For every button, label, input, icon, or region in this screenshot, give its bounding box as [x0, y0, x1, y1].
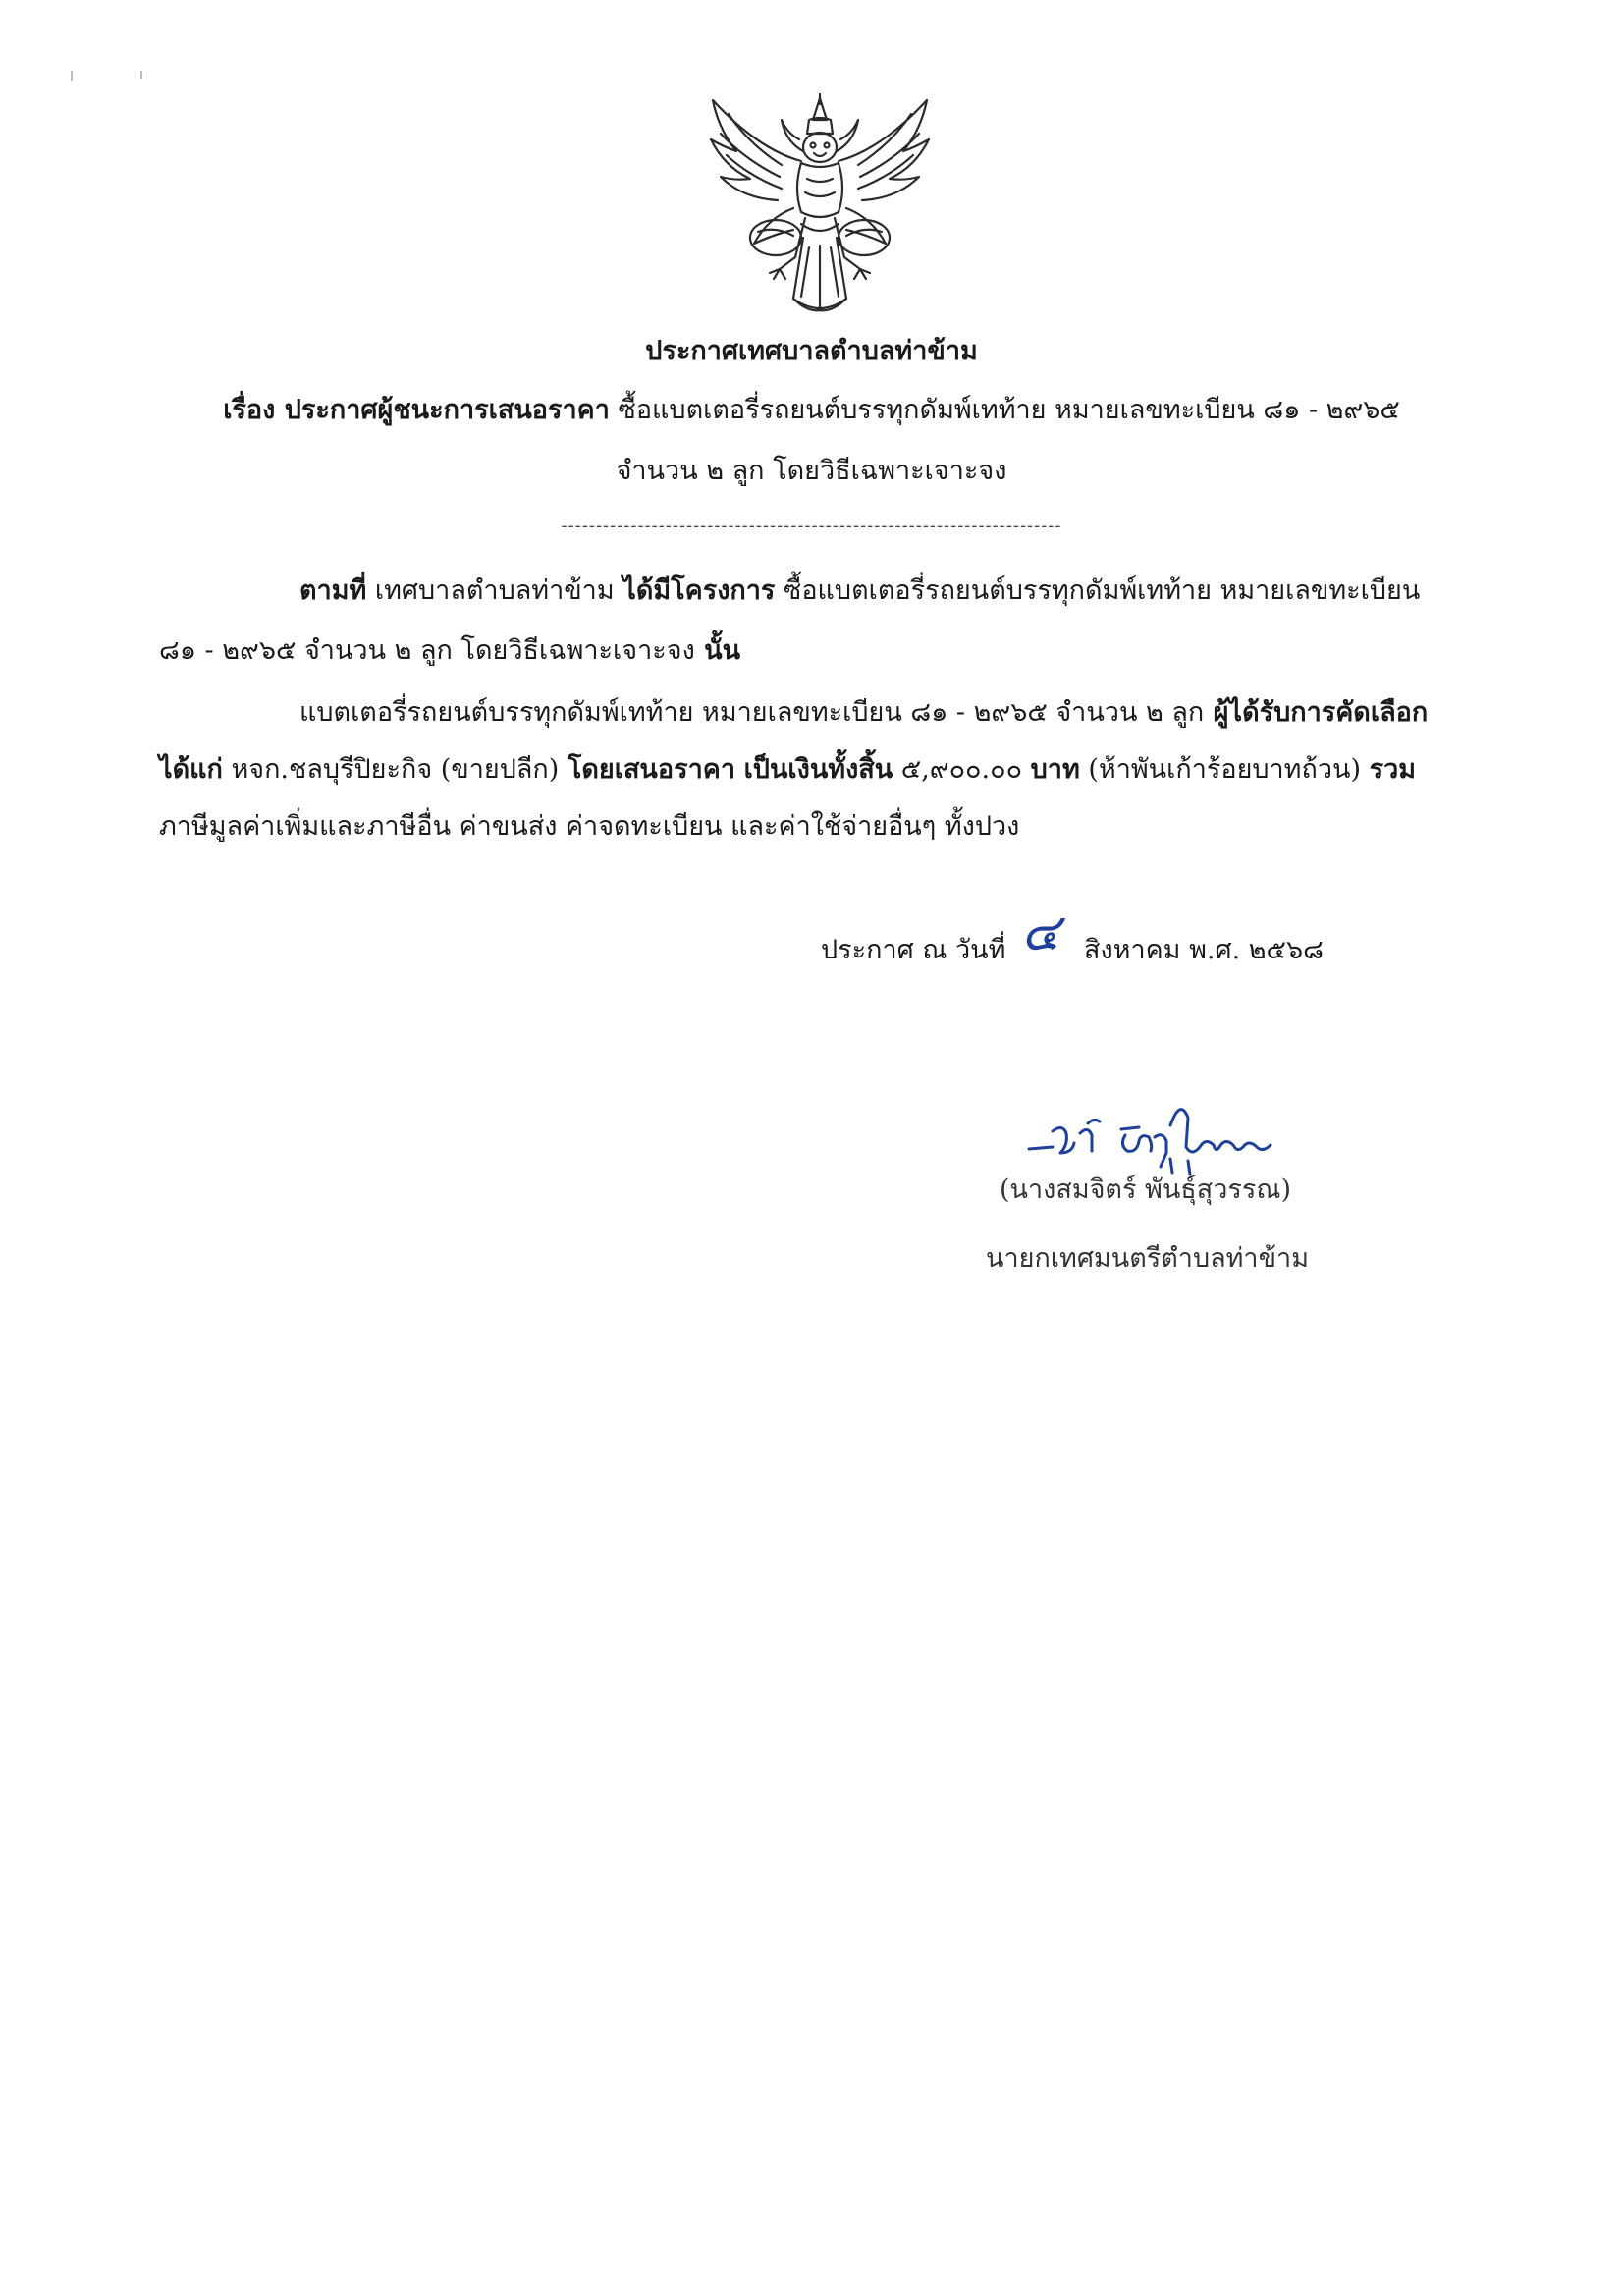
subject-line-2-text: จำนวน ๒ ลูก โดยวิธีเฉพาะเจาะจง — [616, 456, 1007, 486]
separator — [0, 507, 1623, 546]
p2-l2-i: รวม — [1369, 754, 1417, 785]
p1-end: นั้น — [694, 635, 741, 666]
paragraph-2-line-1 — [299, 693, 1428, 733]
p1-org: เทศบาลตำบลท่าข้าม — [366, 575, 623, 606]
paragraph-1-line-1 — [299, 572, 1420, 611]
date-prefix: ประกาศ ณ วันที่ — [821, 935, 1006, 965]
separator-text: ------------------------------------------------------------------------ — [561, 516, 1062, 536]
p1-line-2: ๘๑ - ๒๙๖๕ จำนวน ๒ ลูก โดยวิธีเฉพาะเจาะจง — [159, 635, 695, 666]
subject-label: เรื่อง ประกาศผู้ชนะการเสนอราคา — [223, 395, 610, 425]
p2-selected: ผู้ได้รับการคัดเลือก — [1204, 697, 1429, 728]
p2-l2-h: (ห้าพันเก้าร้อยบาทถ้วน) — [1079, 754, 1370, 785]
announcement-date-month-year — [1084, 931, 1324, 970]
date-day: ๔ — [1021, 903, 1060, 962]
paragraph-1-line-2 — [159, 631, 740, 671]
announcement-date-prefix — [821, 931, 1005, 970]
p2-l2-d — [735, 754, 744, 785]
p1-rest: ซื้อแบตเตอรี่รถยนต์บรรทุกดัมพ์เทท้าย หมายเลขทะเบียน — [775, 575, 1421, 606]
subject-line — [0, 391, 1623, 430]
p2-l2-f: ๕,๙๐๐.๐๐ — [893, 754, 1031, 785]
p2-l2-a: ได้แก่ — [159, 754, 223, 785]
announcement-title-text: ประกาศเทศบาลตำบลท่าข้าม — [645, 336, 978, 366]
scan-mark — [140, 71, 142, 79]
signatory-name-text: (นางสมจิตร์ พันธุ์สุวรรณ) — [1000, 1175, 1292, 1205]
subject-text: ซื้อแบตเตอรี่รถยนต์บรรทุกดัมพ์เทท้าย หมายเลขทะเบียน ๘๑ - ๒๙๖๕ — [609, 395, 1400, 425]
p2-line-1: แบตเตอรี่รถยนต์บรรทุกดัมพ์เทท้าย หมายเลขทะเบียน ๘๑ - ๒๙๖๕ จำนวน ๒ ลูก — [299, 697, 1205, 728]
date-month-year: สิงหาคม พ.ศ. ๒๕๖๘ — [1084, 935, 1324, 965]
signatory-position — [986, 1239, 1309, 1279]
paragraph-2-line-3 — [159, 807, 1019, 847]
p2-l2-g: บาท — [1030, 754, 1080, 785]
p1-lead: ตามที่ — [299, 575, 367, 606]
announcement-title — [0, 332, 1623, 371]
subject-line-2 — [0, 452, 1623, 491]
garuda-emblem-icon — [699, 90, 941, 330]
signatory-name — [1000, 1171, 1291, 1210]
p2-l2-c: โดยเสนอราคา — [567, 754, 735, 785]
paragraph-2-line-2 — [159, 750, 1416, 790]
p2-line-3: ภาษีมูลค่าเพิ่มและภาษีอื่น ค่าขนส่ง ค่าจดทะเบียน และค่าใช้จ่ายอื่นๆ ทั้งปวง — [159, 811, 1020, 842]
p2-l2-b: หจก.ชลบุรีปิยะกิจ (ขายปลีก) — [222, 754, 568, 785]
handwritten-day — [1021, 903, 1059, 962]
scan-mark — [71, 71, 73, 81]
handwritten-signature — [1023, 1088, 1300, 1182]
signatory-position-text: นายกเทศมนตรีตำบลท่าข้าม — [986, 1243, 1309, 1274]
p1-has: ได้มีโครงการ — [622, 575, 776, 606]
p2-l2-e: เป็นเงินทั้งสิ้น — [743, 754, 893, 785]
